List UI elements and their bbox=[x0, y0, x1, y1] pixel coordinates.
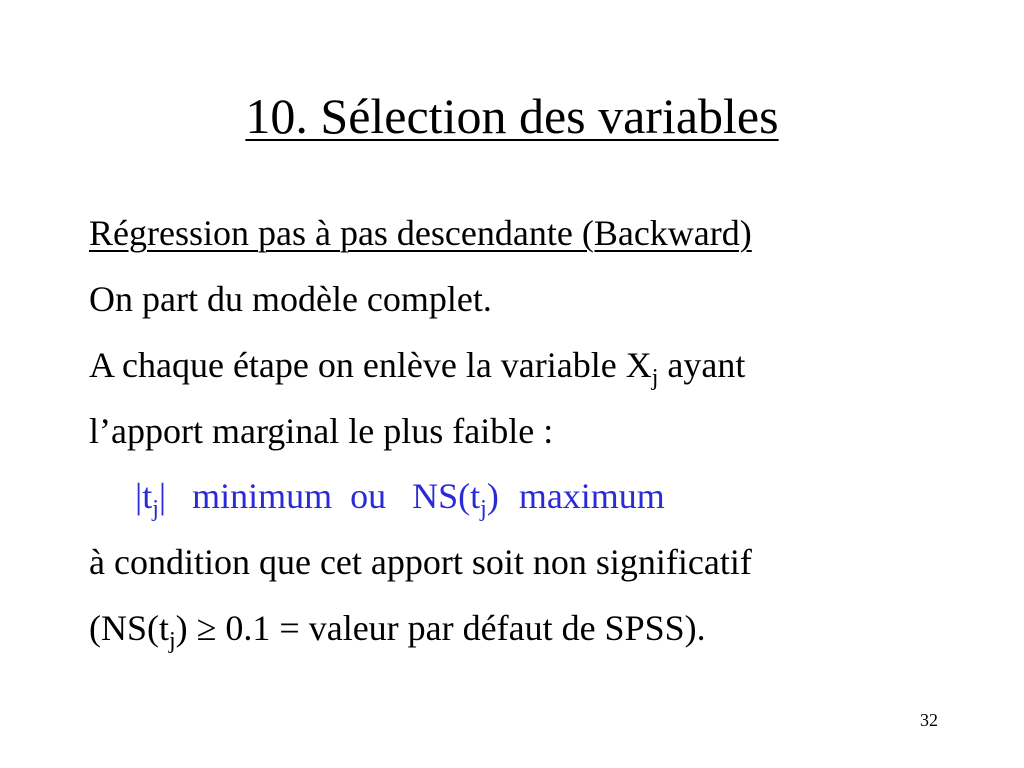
body-line-5-start: (NS(t bbox=[89, 608, 169, 648]
formula-maximum: maximum bbox=[518, 476, 665, 516]
slide-title bbox=[0, 86, 1024, 146]
formula-ns-close: ) bbox=[486, 476, 499, 516]
formula-minimum-ou: minimum ou bbox=[192, 476, 387, 516]
body-line-5 bbox=[89, 606, 706, 654]
section-heading: Régression pas à pas descendante (Backward) bbox=[89, 213, 752, 253]
formula-abs-subscript: j bbox=[152, 496, 159, 522]
body-line-5-end: ) ≥ 0.1 = valeur par défaut de SPSS). bbox=[175, 608, 706, 648]
body-line-1: On part du modèle complet. bbox=[89, 279, 492, 319]
body-line-3: l’apport marginal le plus faible : bbox=[89, 411, 554, 451]
formula-abs-close: | bbox=[158, 476, 167, 516]
formula-ns-subscript: j bbox=[480, 496, 487, 522]
formula-abs-open: |t bbox=[135, 476, 153, 516]
body-line-2-end: ayant bbox=[658, 345, 746, 385]
slide-title-text: 10. Sélection des variables bbox=[245, 88, 779, 144]
formula-ns-open: NS(t bbox=[412, 476, 481, 516]
subscript-j: j bbox=[651, 365, 659, 391]
subscript-j-2: j bbox=[169, 628, 176, 654]
page-number: 32 bbox=[920, 710, 938, 730]
body-line-4: à condition que cet apport soit non significatif bbox=[89, 542, 752, 582]
formula-line bbox=[135, 474, 665, 522]
body-line-2 bbox=[89, 343, 746, 391]
body-line-2-text: A chaque étape on enlève la variable X bbox=[89, 345, 652, 385]
